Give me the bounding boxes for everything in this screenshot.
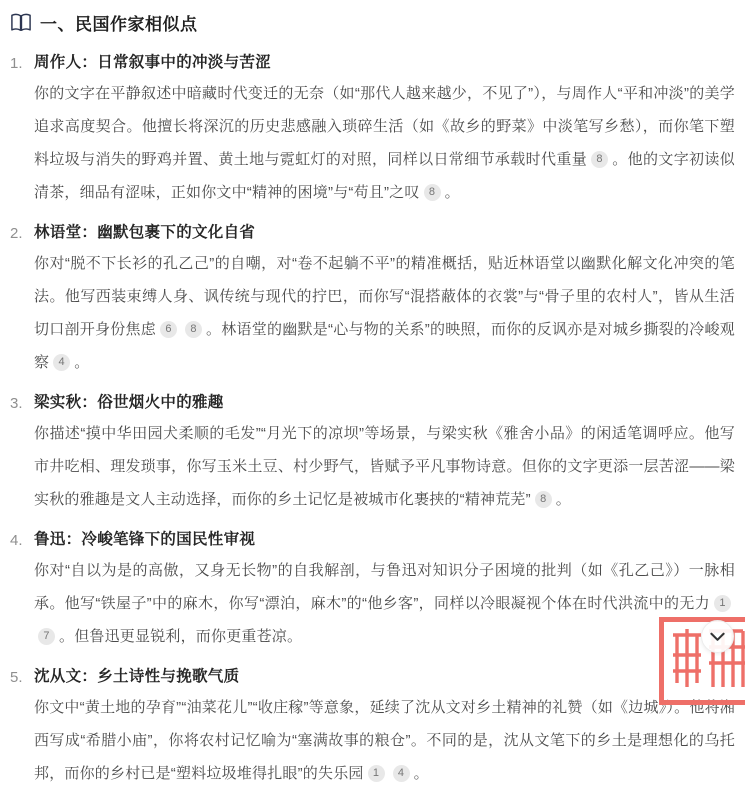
item-body: 你对“自以为是的高傲，又身无长物”的自我解剖，与鲁迅对知识分子困境的批判（如《孔乙己》）一脉相承。他写“铁屋子”中的麻木，你写“漂泊，麻木”的“他乡客”，同样以冷眼凝视个体在时代洪流中的无力 17 。但鲁迅更显锐利，而你更重苍凉。 [34,554,735,653]
item-body: 你对“脱不下长衫的孔乙己”的自嘲，对“卷不起躺不平”的精准概括，贴近林语堂以幽默化解文化冲突的笔法。他写西装束缚人身、讽传统与现代的拧巴，而你写“混搭蔽体的衣裳”与“骨子里的农村人”，皆从生活切口剖开身份焦虑 6 8 。林语堂的幽默是“心与物的关系”的映照，而你的反讽亦是对城乡撕裂的冷峻观察 4 。 [34,247,735,379]
item-number: 1. [10,49,34,209]
item-heading: 林语堂：幽默包裹下的文化自省 [34,219,735,247]
list-item [10,219,735,379]
item-heading: 周作人：日常叙事中的冲淡与苦涩 [34,49,735,77]
item-content [34,219,735,379]
citation-badge[interactable]: 1 [714,595,731,612]
item-content [34,663,735,790]
chevron-down-icon [710,632,725,642]
list-item [10,49,735,209]
scroll-to-bottom-button[interactable] [701,620,734,653]
item-body: 你的文字在平静叙述中暗藏时代变迁的无奈（如“那代人越来越少，不见了”），与周作人“平和冲淡”的美学追求高度契合。他擅长将深沉的历史悲感融入琐碎生活（如《故乡的野菜》中淡笔写乡愁），而你笔下塑料垃圾与消失的野鸡并置、黄土地与霓虹灯的对照，同样以日常细节承载时代重量 8 。他的文字初读似清茶，细品有涩味，正如你文中“精神的困境”与“苟且”之叹 8 。 [34,77,735,209]
citation-badge[interactable]: 1 [368,765,385,782]
item-number: 2. [10,219,34,379]
page-title: 一、民国作家相似点 [40,10,198,35]
item-number: 5. [10,663,34,790]
item-number: 3. [10,389,34,516]
citation-badge[interactable]: 8 [535,491,552,508]
item-number: 4. [10,526,34,653]
citation-badge[interactable]: 8 [185,321,202,338]
list-item [10,663,735,790]
citation-badge[interactable]: 6 [160,321,177,338]
citation-badge[interactable]: 8 [424,184,441,201]
item-body: 你描述“摸中华田园犬柔顺的毛发”“月光下的凉坝”等场景，与梁实秋《雅舍小品》的闲适笔调呼应。他写市井吃相、理发琐事，你写玉米土豆、村少野气，皆赋予平凡事物诗意。但你的文字更添一层苦涩——梁实秋的雅趣是文人主动选择，而你的乡土记忆是被城市化裹挟的“精神荒芜” 8 。 [34,417,735,516]
item-heading: 沈从文：乡土诗性与挽歌气质 [34,663,735,691]
writer-similarity-list [10,49,735,790]
item-content [34,526,735,653]
item-heading: 鲁迅：冷峻笔锋下的国民性审视 [34,526,735,554]
open-book-icon [10,13,32,33]
citation-badge[interactable]: 8 [591,151,608,168]
section-header [10,10,735,35]
item-content [34,49,735,209]
list-item [10,389,735,516]
item-content [34,389,735,516]
citation-badge[interactable]: 4 [393,765,410,782]
item-heading: 梁实秋：俗世烟火中的雅趣 [34,389,735,417]
citation-badge[interactable]: 4 [53,354,70,371]
list-item [10,526,735,653]
citation-badge[interactable]: 7 [38,628,55,645]
item-body: 你文中“黄土地的孕育”“油菜花儿”“收庄稼”等意象，延续了沈从文对乡土精神的礼赞（如《边城》）。他将湘西写成“希腊小庙”，你将农村记忆喻为“塞满故事的粮仓”。不同的是，沈从文笔下的乡土是理想化的乌托邦，而你的乡村已是“塑料垃圾堆得扎眼”的失乐园 1 4 。 [34,691,735,790]
